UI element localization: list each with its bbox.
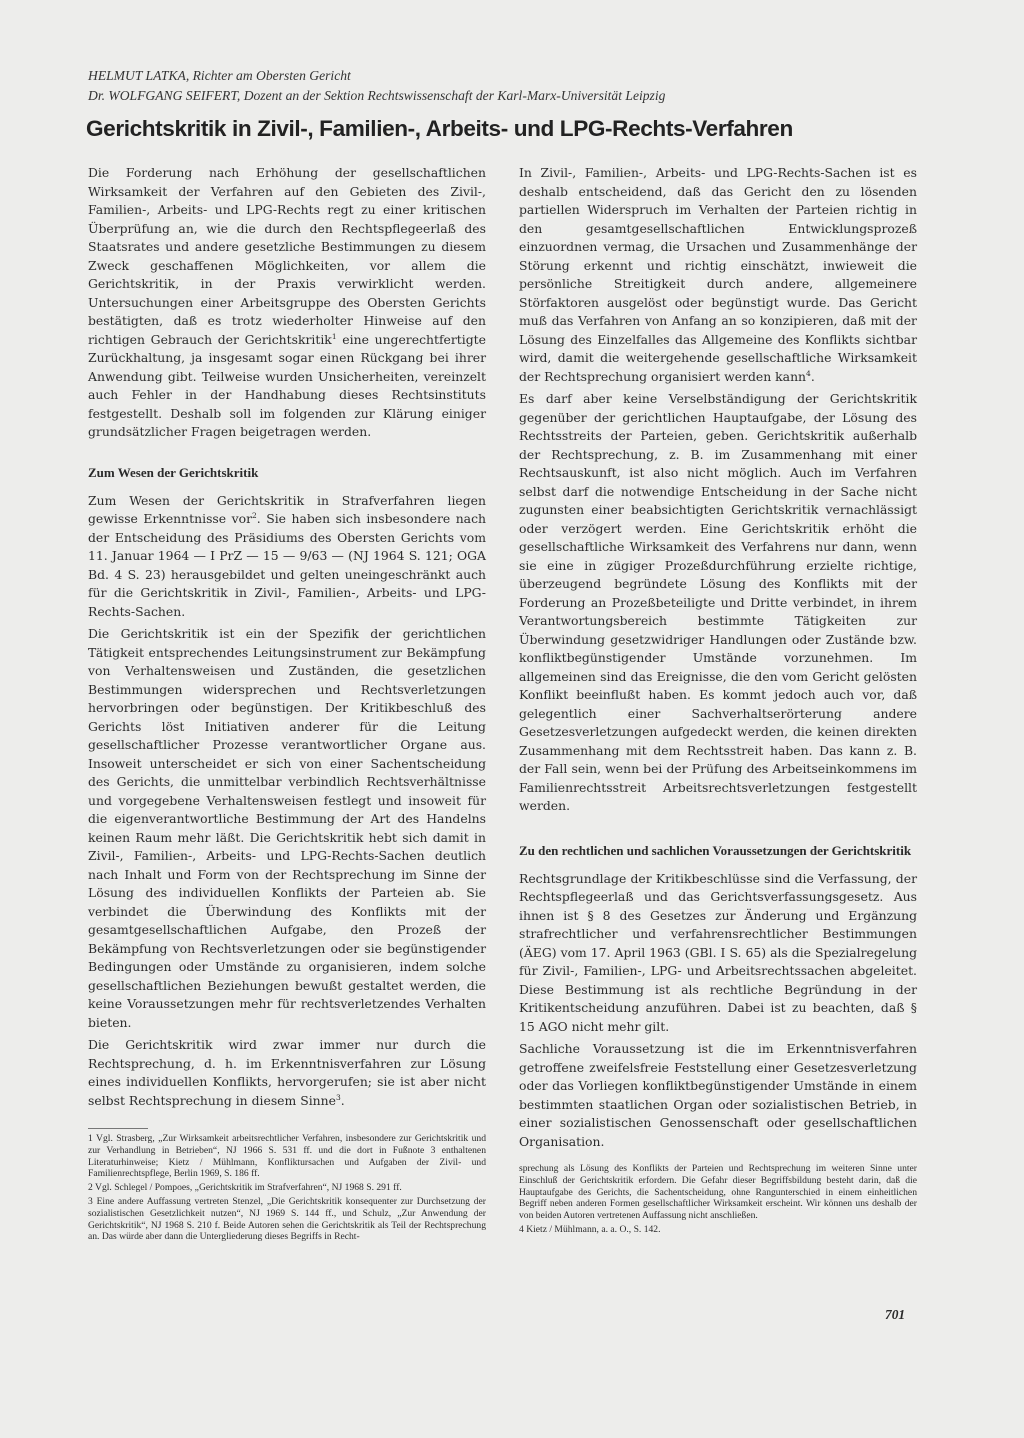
section-heading-wesen: Zum Wesen der Gerichtskritik xyxy=(88,464,259,480)
paragraph-wesen-1: Zum Wesen der Gerichtskritik in Strafverfahren liegen gewisse Erkenntnisse vor$^2$. Sie haben sich insbesondere nach der Entscheidung des Präsidiums des Obersten Gerichts vom 11. Januar 1964 — I PrZ — 15 — 9/63 — (NJ 1964 S. 121; OGA Bd. 4 S. 23) herausgebildet und gelten uneingeschränkt auch für die Gerichtskritik in Zivil-, Familien-, Arbeits- und LPG-Rechts-Sachen. xyxy=(88,492,486,619)
paragraph-right-2: Es darf aber keine Verselbständigung der Gerichtskritik gegenüber der gerichtlichen Hauptaufgabe, der Lösung des Rechtsstreits der Parteien, geben. Gerichtskritik außerhalb der Rechtsprechung, z. B. im Zusammenhang mit einer Rechtsauskunft, ist also nicht möglich. Auch im Verfahren selbst darf die notwendige Entscheidung in der Sache nicht zugunsten einer beabsichtigten Gerichtskritik vernachlässigt oder verzögert werden. Eine Gerichtskritik erhöht die gesellschaftliche Wirksamkeit des Verfahrens nur dann, wenn sie eine in zügiger Prozeßdurchführung erzielte richtige, überzeugend begründete Lösung des Konflikts mit der Forderung an Prozeßbeteiligte und Dritte verbindet, in ihrem Verantwortungsbereich bestimmte Tätigkeiten zur Überwindung gesetzwidriger Handlungen oder Zustände bzw. konfliktbegünstigender Umstände vorzunehmen. Im allgemeinen sind das Ereignisse, die den vom Gericht gelösten Konflikt beeinflußt haben. Es kommt jedoch auch vor, daß gelegentlich einer Sachverhaltserörterung andere Gesetzesverletzungen aufgedeckt werden, die keinen direkten Zusammenhang mit dem Rechtsstreit haben. Das kann z. B. der Fall sein, wenn bei der Prüfung des Arbeitseinkommens im Familienrechtsstreit Arbeitsrechtsverletzungen festgestellt werden. xyxy=(519,391,917,813)
paragraph-right-1: In Zivil-, Familien-, Arbeits- und LPG-Rechts-Sachen ist es deshalb entscheidend, daß das Gericht den zu lösenden partiellen Widerspruch im Verhalten der Parteien richtig in den gesamtgesellschaftlichen Entwicklungsprozeß einzuordnen vermag, die Ursachen und Zusammenhänge der Störung erkennt und richtig einschätzt, inwieweit die persönliche Streitigkeit durch andere, allgemeinere Störfaktoren ausgelöst oder begünstigt wurde. Das Gericht muß das Verfahren von Anfang an so konzipieren, daß mit der Lösung des Einzelfalles das Allgemeine des Konflikts sichtbar wird, damit die weitergehende gesellschaftliche Wirksamkeit der Rechtsprechung organisiert werden kann$^4$. xyxy=(519,165,917,384)
article-title: Gerichtskritik in Zivil-, Familien-, Arbeits- und LPG-Rechts-Verfahren xyxy=(86,116,793,141)
footnote-2: 2 Vgl. Schlegel / Pompoes, „Gerichtskritik im Strafverfahren“, NJ 1968 S. 291 ff. xyxy=(88,1182,402,1194)
footnote-4: 4 Kietz / Mühlmann, a. a. O., S. 142. xyxy=(519,1223,661,1235)
left-column xyxy=(88,164,486,1245)
paragraph-wesen-3: Die Gerichtskritik wird zwar immer nur durch die Rechtsprechung, d. h. im Erkenntnisverfahren zur Lösung eines individuellen Konflikts, hervorgerufen; sie ist aber nicht selbst Rechtsprechung in diesem Sinne$^3$. xyxy=(88,1037,486,1108)
footnote-3: 3 Eine andere Auffassung vertreten Stenzel, „Die Gerichtskritik konsequenter zur Durchsetzung der sozialistischen Gesetzlichkeit nutzen“, NJ 1969 S. 144 ff., und Schulz, „Zur Anwendung der Gerichtskritik“, NJ 1968 S. 210 f. Beide Autoren sehen die Gerichtskritik als Teil der Rechtsprechung an. Das würde aber dann die Untergliederung dieses Begriffs in Recht- xyxy=(88,1195,486,1243)
footnote-3-continued: sprechung als Lösung des Konflikts der Parteien und Rechtsprechung im weiteren Sinne unter Einschluß der Gerichtskritik erfordern. Die Gefahr dieser Begriffsbildung besteht darin, daß die Hauptaufgabe des Gerichts, die Sachentscheidung, ohne Rangunterschied in einem einheitlichen Begriff neben anderen Formen gesellschaftlicher Wirksamkeit erscheint. Wir können uns deshalb der von beiden Autoren vertretenen Auffassung nicht anschließen. xyxy=(519,1163,917,1222)
footnote-ref-2: 2 xyxy=(252,510,257,520)
footnote-ref-1: 1 xyxy=(331,331,337,341)
footnote-ref-3: 3 xyxy=(335,1092,341,1102)
author-line xyxy=(88,66,665,106)
intro-paragraph: Die Forderung nach Erhöhung der gesellschaftlichen Wirksamkeit der Verfahren auf den Gebieten des Zivil-, Familien-, Arbeits- und LPG-Rechts regt zu einer kritischen Überprüfung an, wie die durch den Rechtspflegeerlaß des Staatsrates und andere gesetzliche Bestimmungen zu diesem Zweck geschaffenen Möglichkeiten, vor allem die Gerichtskritik, in der Praxis verwirklicht werden. Untersuchungen einer Arbeitsgruppe des Obersten Gerichts bestätigten, daß es trotz wiederholter Hinweise auf den richtigen Gebrauch der Gerichtskritik$^1$ eine ungerechtfertigte Zurückhaltung, ja insgesamt sogar einen Rückgang bei ihrer Anwendung gibt. Teilweise wurden Unsicherheiten, vereinzelt auch Fehler in der Handhabung dieses Rechtsinstituts festgestellt. Deshalb soll im folgenden zur Klärung einiger grundsätzlicher Fragen beigetragen werden. xyxy=(88,165,486,439)
author-2: Dr. WOLFGANG SEIFERT, Dozent an der Sektion Rechtswissenschaft der Karl-Marx-Universität Leipzig xyxy=(88,88,666,103)
page-number: 701 xyxy=(885,1307,906,1322)
section-heading-voraussetzungen: Zu den rechtlichen und sachlichen Voraussetzungen der Gerichtskritik xyxy=(519,842,912,858)
right-column xyxy=(519,164,917,1238)
footnote-1: 1 Vgl. Strasberg, „Zur Wirksamkeit arbeitsrechtlicher Verfahren, insbesondere zur Gerichtskritik und zur Verhandlung in Betrieben“, NJ 1966 S. 531 ff. und die dort in Fußnote 3 enthaltenen Literaturhinweise; Kietz / Mühlmann, Konfliktursachen und Aufgaben der Zivil- und Familienrechtspflege, Berlin 1969, S. 186 ff. xyxy=(88,1133,486,1180)
footnote-ref-4: 4 xyxy=(806,368,811,378)
author-1: HELMUT LATKA, Richter am Obersten Gericht xyxy=(88,68,351,83)
paragraph-right-3: Rechtsgrundlage der Kritikbeschlüsse sind die Verfassung, der Rechtspflegeerlaß und das Gerichtsverfassungsgesetz. Aus ihnen ist § 8 des Gesetzes zur Änderung und Ergänzung strafrechtlicher und verfahrensrechtlicher Bestimmungen (ÄEG) vom 17. April 1963 (GBl. I S. 65) als die Spezialregelung für Zivil-, Familien-, LPG- und Arbeitsrechtssachen abgeleitet. Diese Bestimmung ist als rechtliche Begründung in der Kritikentscheidung anzuführen. Dabei ist zu beachten, daß § 15 AGO nicht mehr gilt. xyxy=(519,870,917,1034)
paragraph-right-4: Sachliche Voraussetzung ist die im Erkenntnisverfahren getroffene zweifelsfreie Feststellung einer Gesetzesverletzung oder das Vorliegen konfliktbegünstigender Umstände in einem bestimmten staatlichen Organ oder sozialistischen Betrieb, in einer sozialistischen Genossenschaft oder gesellschaftlichen Organisation. xyxy=(519,1041,917,1149)
paragraph-wesen-2: Die Gerichtskritik ist ein der Spezifik der gerichtlichen Tätigkeit entsprechendes Leitungsinstrument zur Bekämpfung von Verhaltensweisen und Zuständen, die gesetzlichen Bestimmungen widersprechen und Rechtsverletzungen hervorbringen oder begünstigen. Der Kritikbeschluß des Gerichts löst Initiativen anderer für die Leitung gesellschaftlicher Prozesse verantwortlicher Organe aus. Insoweit unterscheidet er sich von einer Sachentscheidung des Gerichts, die unmittelbar verbindlich Rechtsverhältnisse und vorgegebene Verhaltensweisen festlegt und insoweit für die eigenverantwortliche Bestimmung der Art des Handelns keinen Raum mehr läßt. Die Gerichtskritik hebt sich damit in Zivil-, Familien-, Arbeits- und LPG-Rechts-Sachen deutlich nach Inhalt und Form von der Rechtsprechung im Sinne der Lösung des individuellen Konflikts der Parteien ab. Sie verbindet die Überwindung des Konflikts mit der gesamtgesellschaftlichen Aufgabe, den Prozeß der Bekämpfung von Rechtsverletzungen oder sie begünstigender Bedingungen oder Umstände zu organisieren, indem solche gesellschaftlichen Beziehungen bewußt gestaltet werden, die keine Voraussetzungen mehr für rechtsverletzendes Verhalten bieten. xyxy=(88,626,486,1030)
